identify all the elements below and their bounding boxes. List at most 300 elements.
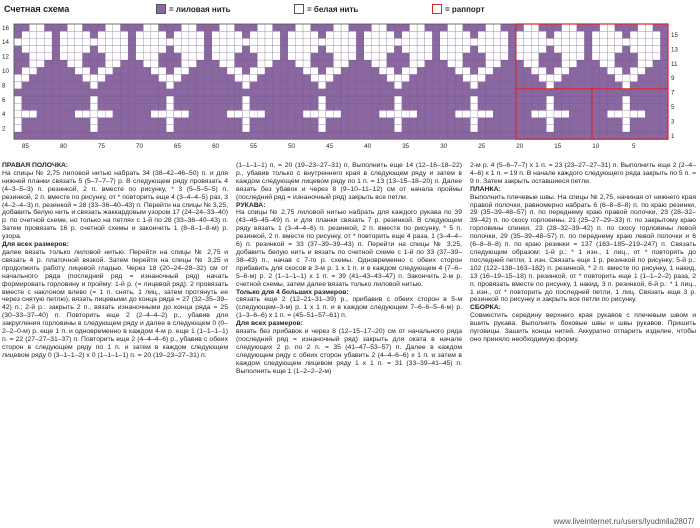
chart-cell <box>447 67 455 74</box>
chart-cell <box>478 38 486 45</box>
chart-cell <box>516 89 524 96</box>
chart-cell <box>539 53 547 60</box>
chart-cell <box>508 118 516 125</box>
chart-cell <box>447 96 455 103</box>
chart-cell <box>288 96 296 103</box>
chart-cell <box>577 103 585 110</box>
chart-cell <box>265 118 273 125</box>
chart-cell <box>174 46 182 53</box>
chart-cell <box>174 82 182 89</box>
chart-cell <box>113 125 121 132</box>
chart-cell <box>44 118 52 125</box>
chart-cell <box>14 38 22 45</box>
chart-cell <box>311 103 319 110</box>
chart-cell <box>326 38 334 45</box>
chart-cell <box>371 110 379 117</box>
chart-cell <box>394 60 402 67</box>
chart-cell <box>622 46 630 53</box>
chart-cell <box>158 96 166 103</box>
chart-cell <box>630 24 638 31</box>
chart-cell <box>364 60 372 67</box>
chart-cell <box>29 82 37 89</box>
chart-cell <box>143 96 151 103</box>
heading-assembly: СБОРКА: <box>470 304 501 312</box>
chart-cell <box>326 82 334 89</box>
chart-cell <box>151 60 159 67</box>
chart-cell <box>387 125 395 132</box>
chart-cell <box>90 118 98 125</box>
column-1 <box>2 162 228 528</box>
row-label-left: 4 <box>2 111 6 119</box>
chart-cell <box>197 110 205 117</box>
chart-cell <box>120 67 128 74</box>
chart-cell <box>371 53 379 60</box>
chart-cell <box>250 46 258 53</box>
chart-cell <box>75 60 83 67</box>
chart-cell <box>455 96 463 103</box>
chart-cell <box>120 118 128 125</box>
chart-cell <box>22 74 30 81</box>
chart-cell <box>257 60 265 67</box>
chart-cell <box>235 96 243 103</box>
chart-cell <box>204 96 212 103</box>
chart-cell <box>318 38 326 45</box>
chart-cell <box>136 31 144 38</box>
chart-cell <box>554 82 562 89</box>
chart-cell <box>219 31 227 38</box>
chart-cell <box>387 74 395 81</box>
chart-cell <box>295 89 303 96</box>
chart-cell <box>425 96 433 103</box>
chart-cell <box>158 103 166 110</box>
chart-cell <box>44 110 52 117</box>
chart-cell <box>425 118 433 125</box>
column-2 <box>236 162 462 528</box>
chart-cell <box>546 103 554 110</box>
chart-cell <box>60 60 68 67</box>
chart-cell <box>349 118 357 125</box>
chart-cell <box>463 60 471 67</box>
chart-cell <box>592 74 600 81</box>
chart-cell <box>478 110 486 117</box>
chart-cell <box>600 74 608 81</box>
chart-cell <box>600 103 608 110</box>
col-label: 10 <box>592 143 600 151</box>
chart-cell <box>584 110 592 117</box>
chart-cell <box>67 67 75 74</box>
chart-cell <box>653 53 661 60</box>
chart-cell <box>52 132 60 139</box>
chart-cell <box>273 125 281 132</box>
chart-cell <box>645 53 653 60</box>
chart-cell <box>326 74 334 81</box>
chart-cell <box>630 60 638 67</box>
chart-cell <box>333 132 341 139</box>
chart-cell <box>501 74 509 81</box>
paragraph-all-sizes-2: вязать без прибавок и через 8 (12–15–17–20) см от начального ряда (последний ряд = изнаночный ряд) закрыть для оката в начале следующих 2 р. по 2 п. = 35 (41–47–53–57) п. Далее в каждом следующем ряду с обеих сторон убавить 2 (4–4–6–6) х 1 п. и затем в каждом следующем лицевом ряду 1 х 1 п. = 31 (33–39–41–45) п. Выполнить еще 1 (1–2–2–2-м) <box>236 328 462 375</box>
chart-cell <box>394 31 402 38</box>
chart-cell <box>584 132 592 139</box>
chart-cell <box>501 53 509 60</box>
chart-cell <box>227 96 235 103</box>
row-label-left: 14 <box>2 39 9 47</box>
chart-cell <box>638 67 646 74</box>
row-label-left: 10 <box>2 67 9 75</box>
chart-cell <box>417 67 425 74</box>
chart-cell <box>75 31 83 38</box>
chart-cell <box>204 82 212 89</box>
legend-repeat <box>432 4 484 14</box>
chart-cell <box>22 132 30 139</box>
chart-cell <box>440 74 448 81</box>
chart-cell <box>600 38 608 45</box>
chart-cell <box>622 67 630 74</box>
chart-cell <box>295 46 303 53</box>
chart-cell <box>417 96 425 103</box>
chart-cell <box>356 60 364 67</box>
chart-cell <box>181 38 189 45</box>
chart-cell <box>67 103 75 110</box>
chart-cell <box>341 31 349 38</box>
chart-cell <box>394 82 402 89</box>
chart-cell <box>577 118 585 125</box>
chart-cell <box>501 110 509 117</box>
chart-cell <box>212 31 220 38</box>
chart-cell <box>524 96 532 103</box>
chart-cell <box>265 110 273 117</box>
chart-cell <box>143 82 151 89</box>
chart-cell <box>577 31 585 38</box>
chart-cell <box>341 38 349 45</box>
chart-cell <box>166 125 174 132</box>
chart-cell <box>212 67 220 74</box>
chart-cell <box>60 46 68 53</box>
chart-cell <box>280 118 288 125</box>
chart-cell <box>432 24 440 31</box>
chart-cell <box>14 60 22 67</box>
chart-cell <box>166 110 174 117</box>
chart-cell <box>197 31 205 38</box>
chart-cell <box>250 38 258 45</box>
chart-cell <box>333 89 341 96</box>
chart-cell <box>113 132 121 139</box>
chart-cell <box>539 132 547 139</box>
chart-cell <box>98 31 106 38</box>
chart-cell <box>105 53 113 60</box>
chart-cell <box>204 67 212 74</box>
chart-cell <box>539 38 547 45</box>
chart-cell <box>615 89 623 96</box>
chart-cell <box>204 74 212 81</box>
chart-cell <box>546 53 554 60</box>
heading-sleeves: РУКАВА: <box>236 201 266 209</box>
chart-cell <box>417 132 425 139</box>
chart-cell <box>508 125 516 132</box>
chart-cell <box>630 31 638 38</box>
chart-cell <box>349 31 357 38</box>
chart-cell <box>577 38 585 45</box>
chart-cell <box>630 89 638 96</box>
chart-cell <box>242 125 250 132</box>
chart-cell <box>463 103 471 110</box>
chart-cell <box>615 132 623 139</box>
chart-cell <box>455 118 463 125</box>
chart-cell <box>569 103 577 110</box>
chart-cell <box>425 60 433 67</box>
chart-cell <box>524 89 532 96</box>
chart-cell <box>311 53 319 60</box>
chart-cell <box>417 60 425 67</box>
row-label-right: 1 <box>671 132 675 140</box>
chart-cell <box>607 89 615 96</box>
chart-cell <box>326 110 334 117</box>
chart-cell <box>311 125 319 132</box>
chart-cell <box>478 31 486 38</box>
chart-cell <box>250 53 258 60</box>
chart-cell <box>250 60 258 67</box>
chart-cell <box>311 46 319 53</box>
chart-cell <box>379 53 387 60</box>
chart-cell <box>660 38 668 45</box>
chart-cell <box>539 82 547 89</box>
chart-cell <box>485 46 493 53</box>
chart-cell <box>98 103 106 110</box>
chart-cell <box>181 103 189 110</box>
chart-cell <box>371 103 379 110</box>
chart-cell <box>455 132 463 139</box>
chart-cell <box>197 67 205 74</box>
column-3 <box>470 162 696 528</box>
chart-cell <box>660 103 668 110</box>
chart-cell <box>645 118 653 125</box>
chart-cell <box>22 96 30 103</box>
chart-cell <box>303 24 311 31</box>
chart-cell <box>379 132 387 139</box>
chart-cell <box>120 96 128 103</box>
heading-all-sizes-2: Для всех размеров: <box>236 320 303 328</box>
chart-cell <box>432 53 440 60</box>
chart-cell <box>630 82 638 89</box>
chart-cell <box>90 38 98 45</box>
chart-cell <box>113 89 121 96</box>
chart-cell <box>409 53 417 60</box>
chart-cell <box>463 24 471 31</box>
chart-cell <box>660 89 668 96</box>
chart-cell <box>235 89 243 96</box>
chart-cell <box>280 110 288 117</box>
chart-cell <box>508 82 516 89</box>
chart-cell <box>105 38 113 45</box>
chart-cell <box>29 110 37 117</box>
chart-cell <box>387 46 395 53</box>
chart-cell <box>181 24 189 31</box>
chart-cell <box>524 38 532 45</box>
chart-cell <box>265 125 273 132</box>
chart-cell <box>219 96 227 103</box>
chart-cell <box>554 38 562 45</box>
chart-cell <box>166 67 174 74</box>
chart-cell <box>250 110 258 117</box>
row-label-right: 13 <box>671 46 678 54</box>
chart-cell <box>311 96 319 103</box>
chart-cell <box>607 31 615 38</box>
chart-cell <box>531 103 539 110</box>
chart-cell <box>653 125 661 132</box>
chart-cell <box>364 24 372 31</box>
chart-cell <box>645 46 653 53</box>
chart-cell <box>470 132 478 139</box>
chart-cell <box>615 125 623 132</box>
chart-cell <box>615 96 623 103</box>
chart-cell <box>113 110 121 117</box>
chart-cell <box>653 67 661 74</box>
chart-cell <box>409 74 417 81</box>
chart-cell <box>539 125 547 132</box>
chart-cell <box>554 24 562 31</box>
chart-cell <box>273 46 281 53</box>
chart-cell <box>288 125 296 132</box>
chart-cell <box>204 125 212 132</box>
chart-cell <box>516 103 524 110</box>
chart-cell <box>356 38 364 45</box>
chart-cell <box>592 67 600 74</box>
heading-all-sizes: Для всех размеров: <box>2 241 69 249</box>
chart-cell <box>607 24 615 31</box>
chart-cell <box>485 96 493 103</box>
chart-cell <box>569 53 577 60</box>
chart-cell <box>143 132 151 139</box>
chart-cell <box>90 89 98 96</box>
chart-cell <box>584 53 592 60</box>
chart-cell <box>630 38 638 45</box>
chart-cell <box>265 53 273 60</box>
chart-cell <box>120 110 128 117</box>
chart-cell <box>295 60 303 67</box>
chart-cell <box>136 38 144 45</box>
chart-cell <box>341 110 349 117</box>
chart-cell <box>440 60 448 67</box>
chart-cell <box>273 53 281 60</box>
chart-cell <box>22 118 30 125</box>
chart-cell <box>387 89 395 96</box>
chart-cell <box>493 96 501 103</box>
chart-cell <box>653 46 661 53</box>
chart-cell <box>14 53 22 60</box>
chart-cell <box>478 132 486 139</box>
chart-cell <box>402 60 410 67</box>
chart-cell <box>417 38 425 45</box>
col-label: 50 <box>288 143 296 151</box>
col-label: 20 <box>516 143 524 151</box>
chart-cell <box>98 60 106 67</box>
chart-cell <box>60 74 68 81</box>
chart-cell <box>67 46 75 53</box>
chart-cell <box>577 67 585 74</box>
chart-cell <box>288 38 296 45</box>
chart-cell <box>44 82 52 89</box>
chart-cell <box>14 110 22 117</box>
chart-cell <box>227 82 235 89</box>
chart-cell <box>60 118 68 125</box>
chart-cell <box>174 125 182 132</box>
chart-cell <box>371 125 379 132</box>
legend-title: Счетная схема <box>4 4 70 14</box>
chart-cell <box>341 82 349 89</box>
chart-cell <box>425 110 433 117</box>
chart-cell <box>554 46 562 53</box>
chart-cell <box>242 24 250 31</box>
chart-cell <box>166 74 174 81</box>
chart-cell <box>128 60 136 67</box>
chart-cell <box>82 118 90 125</box>
chart-cell <box>387 67 395 74</box>
chart-cell <box>349 24 357 31</box>
chart-cell <box>470 82 478 89</box>
chart-cell <box>539 24 547 31</box>
chart-cell <box>660 60 668 67</box>
chart-cell <box>371 74 379 81</box>
chart-cell <box>151 89 159 96</box>
chart-cell <box>660 31 668 38</box>
chart-cell <box>455 60 463 67</box>
chart-cell <box>638 132 646 139</box>
chart-cell <box>356 46 364 53</box>
chart-cell <box>562 118 570 125</box>
chart-cell <box>455 24 463 31</box>
chart-cell <box>409 89 417 96</box>
chart-cell <box>151 46 159 53</box>
chart-cell <box>394 24 402 31</box>
chart-cell <box>447 46 455 53</box>
chart-cell <box>622 132 630 139</box>
chart-cell <box>143 67 151 74</box>
chart-cell <box>235 82 243 89</box>
chart-cell <box>470 125 478 132</box>
chart-cell <box>235 125 243 132</box>
row-label-right: 5 <box>671 103 675 111</box>
chart-cell <box>288 132 296 139</box>
chart-cell <box>653 118 661 125</box>
chart-cell <box>630 132 638 139</box>
chart-cell <box>638 31 646 38</box>
chart-cell <box>326 31 334 38</box>
chart-cell <box>371 46 379 53</box>
col-label: 40 <box>364 143 372 151</box>
chart-cell <box>516 125 524 132</box>
chart-cell <box>189 74 197 81</box>
chart-cell <box>425 53 433 60</box>
chart-cell <box>197 96 205 103</box>
chart-cell <box>371 67 379 74</box>
chart-cell <box>295 132 303 139</box>
chart-cell <box>128 118 136 125</box>
chart-cell <box>166 89 174 96</box>
chart-cell <box>280 67 288 74</box>
chart-cell <box>622 31 630 38</box>
chart-cell <box>592 38 600 45</box>
chart-cell <box>645 132 653 139</box>
chart-cell <box>250 96 258 103</box>
chart-cell <box>630 103 638 110</box>
col-label: 80 <box>59 143 67 151</box>
chart-cell <box>174 24 182 31</box>
chart-cell <box>250 118 258 125</box>
chart-cell <box>22 82 30 89</box>
chart-cell <box>136 103 144 110</box>
chart-cell <box>409 31 417 38</box>
paragraph-continued: (1–1–1–1) п. = 20 (19–23–27–31) п. Выполнить еще 14 (12–16–18–22) р., убавив только с внутреннего края в следующем ряду и затем в каждом следующем лицевом ряду по 1 п. = 13 (13–15–18–20) п. Далее вязать без убавок и через 8 (9–10–11–12) см от начала проймы (последний ряд = изнаночный ряд) закрыть все петли. <box>236 162 462 201</box>
chart-cell <box>227 89 235 96</box>
